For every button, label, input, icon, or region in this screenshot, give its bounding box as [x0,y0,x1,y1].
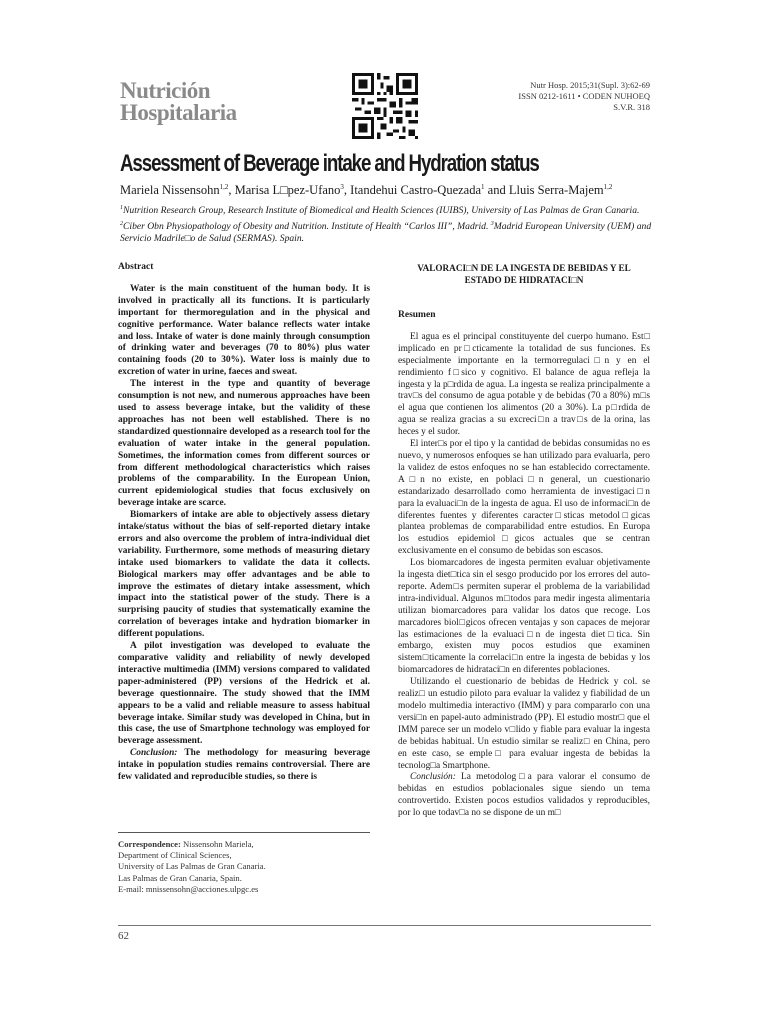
author-affiliation-number: 1,2 [603,183,613,191]
resumen-paragraph: Utilizando el cuestionario de bebidas de Hedrick y col. se realiz□ un estudio piloto para evaluar la validez y fiabilidad de un modelo multimedia interactivo (IMM) y para compararlo con una versi□n en papel-auto administrado (PP). El estudio mostr□ que el IMM parece ser un modelo v□lido y fiable para evaluar la ingesta de bebidas habitual. Un estudio similar se realiz□ en China, pero en este caso, se emple□ para evaluar ingesta de bebidas la tecnolog□a Smartphone. [398,677,650,771]
abstract-column [118,262,370,784]
qr-code-icon [352,73,418,139]
conclusion-label: Conclusión: [410,772,456,783]
resumen-paragraph: Los biomarcadores de ingesta permiten evaluar objetivamente la ingesta diet□tica sin el sesgo producido por los errores del auto-reporte. Adem□s permiten superar el problema de la variabilidad intra-individual. Algunos m□todos para medir ingesta alimentaria utilizan biomarcadores para validar los datos que recoge. Los marcadores biol□gicos ofrecen ventajas y son capaces de mejorar las estimaciones de la evaluaci□n de ingesta diet□tica. Sin embargo, existen muy pocos estudios que examinen sistem□ticamente la correlaci□n entre la ingesta de bebidas y los biomarcadores de hidrataci□n en diferentes poblaciones. [398,558,650,676]
affiliations [120,202,660,246]
affiliation-text: Ciber Obn Physiopathology of Obesity and Nutrition. Institute of Health “Carlos III”, Madrid. [123,220,491,232]
resumen-paragraph: El inter□s por el tipo y la cantidad de bebidas consumidas no es nuevo, y numerosos enfoques se han utilizado para evaluarla, pero la validez de estos enfoques no se han establecido correctamente. A□n no existe, en poblaci□n general, un cuestionario estandarizado desarrollado como herramienta de investigaci□n para la evaluaci□n de la ingesta de agua. El uso de informaci□n de diferentes fuentes y diferentes caracter□sticas metodol□gicas plantea problemas de comparabilidad entre estudios. En Europa los estudios epidemiol□gicos actuales que se centran exclusivamente en el consumo de bebidas son escasos. [398,439,650,557]
abstract-conclusion [118,748,370,784]
journal-logo [120,80,250,124]
logo-line-1: Nutrición [120,78,211,103]
abstract-paragraph: The interest in the type and quantity of beverage consumption is not new, and numerous approaches have been used to assess beverage intake, but the validity of these approaches has not been well established. There is no standardized questionnaire developed as a research tool for the evaluation of water intake in the general population. Sometimes, the information comes from different sources or from different methodological characteristics which raises problems of the comparability. In the European Union, current epidemiological studies that focus exclusively on beverage intake are scarce. [118,379,370,509]
conclusion-text: The methodology for measuring beverage intake in population studies remains controversial. There are few validated and reproducible studies, so there is [118,748,370,783]
journal-citation [518,80,650,113]
affiliation-text: Madrid European University (UEM) and Servicio Madrile□o de Salud (SERMAS). Spain. [120,220,652,245]
spanish-title: VALORACI□N DE LA INGESTA DE BEBIDAS Y EL ESTADO DE HIDRATACI□N [417,263,631,285]
footer-divider [118,925,651,926]
logo-line-2: Hospitalaria [120,100,237,125]
conclusion-label: Conclusion: [130,748,178,759]
author-separator: , [228,183,235,198]
article-title: Assessment of Beverage intake and Hydration status [120,150,539,177]
abstract-heading: Abstract [118,262,154,272]
resumen-heading: Resumen [398,310,436,320]
author-affiliation-number: 3 [340,183,344,191]
correspondence-name: Nissensohn Mariela, [180,839,254,849]
affiliation-number: 2 [120,220,123,227]
author-separator: and [484,183,509,198]
author-affiliation-number: 1 [481,183,485,191]
affiliation-text: Nutrition Research Group, Research Institute of Biomedical and Health Sciences (IUIBS), University of Las Palmas de Gran Canaria. [123,205,640,217]
affiliation-number: 3 [490,220,494,227]
correspondence-block [118,839,370,895]
affiliation-number: 1 [120,205,123,211]
resumen-conclusion [398,772,650,820]
abstract-paragraph: A pilot investigation was developed to evaluate the comparative validity and reliability of newly developed interactive multimedia (IMM) versions compared to validated paper-administered (PP) versions of the Hedrick et al. beverage questionnaire. The study showed that the IMM appears to be a valid and reliable measure to assess habitual beverage intake. Similar study was developed in China, but in this case, the use of Smartphone technology was employed for beverage assessment. [118,641,370,747]
citation-line-3: S.V.R. 318 [613,102,650,112]
author-name: Mariela Nissensohn [120,183,220,198]
abstract-paragraph: Biomarkers of intake are able to objectively assess dietary intake/status without the bias of self-reported dietary intake errors and also overcome the problem of intra-individual diet variability. Furthermore, some methods of measuring dietary intake used biomarkers to validate the data it collects. Biological markers may offer advantages and be able to improve the estimates of dietary intake assessment, which impact into the statistical power of the study. There is a surprising paucity of studies that systematically examine the correlation of beverages intake and hydration biomarker in different populations. [118,510,370,640]
author-name: Lluis Serra-Majem [508,183,604,198]
resumen-paragraph: El agua es el principal constituyente del cuerpo humano. Est□ implicado en pr□cticamente la totalidad de sus funciones. Es especialmente importante en la termorregulaci□n y en el rendimiento f□sico y cognitivo. El balance de agua refleja la ingesta y la p□rdida de agua. La ingesta se realiza principalmente a trav□s del consumo de agua potable y de bebidas (70 a 80%) m□s el agua que contienen los alimentos (20 a 30%). La p□rdida de agua se realiza gracias a su excreci□n a trav□s de la orina, las heces y el sudor. [398,331,650,438]
correspondence-email: E-mail: mnissensohn@acciones.ulpgc.es [118,883,259,894]
resumen-column [398,262,650,820]
correspondence-line: Las Palmas de Gran Canaria, Spain. [118,872,242,883]
correspondence-divider [118,832,370,833]
author-name: Marisa L□pez-Ufano [234,183,341,198]
author-name: Itandehui Castro-Quezada [350,183,482,198]
correspondence-label: Correspondence: [118,839,181,849]
citation-line-1: Nutr Hosp. 2015;31(Supl. 3):62-69 [530,80,650,90]
author-affiliation-number: 1,2 [219,183,229,191]
author-separator: , [343,183,351,198]
author-list [120,183,612,198]
citation-line-2: ISSN 0212-1611 • CODEN NUHOEQ [518,91,650,101]
correspondence-line: University of Las Palmas de Gran Canaria. [118,861,266,872]
correspondence-line: Department of Clinical Sciences, [118,850,232,861]
conclusion-text: La metodolog□a para valorar el consumo de bebidas en estudios poblacionales sigue siendo un tema controvertido. Existen pocos estudios validados y reproducibles, por lo que todav□a no se dispone de un m□ [398,772,650,819]
page-number: 62 [118,930,129,942]
abstract-paragraph: Water is the main constituent of the human body. It is involved in practically all its functions. It is particularly important for thermoregulation and in the physical and cognitive performance. Water balance reflects water intake and loss. Intake of water is done mainly through consumption of drinking water and beverages (70 to 80%) plus water containing foods (20 to 30%). Water loss is mainly due to excretion of water in urine, faeces and sweat. [118,283,370,378]
